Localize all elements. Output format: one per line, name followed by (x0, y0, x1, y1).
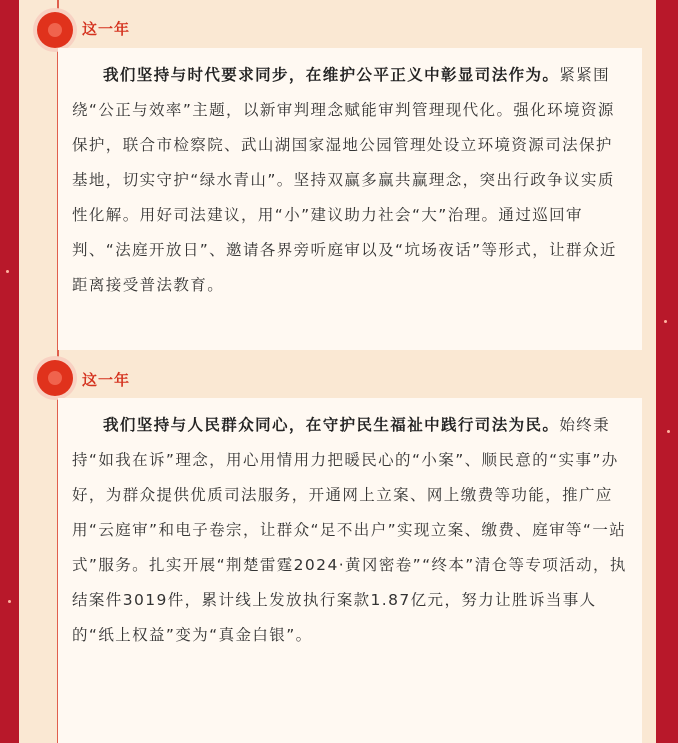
sparkle-decoration (6, 270, 9, 273)
right-frame-border (656, 0, 678, 743)
sparkle-decoration (664, 320, 667, 323)
section-year-label: 这一年 (82, 20, 131, 38)
left-frame-border (0, 0, 19, 743)
section-card (58, 398, 642, 743)
timeline-dot (37, 12, 73, 48)
section-lead: 我们坚持与人民群众同心，在守护民生福祉中践行司法为民。 (103, 416, 560, 434)
sparkle-decoration (667, 430, 670, 433)
sparkle-decoration (8, 600, 11, 603)
section-lead: 我们坚持与时代要求同步，在维护公平正义中彰显司法作为。 (103, 66, 560, 84)
section-year-label: 这一年 (82, 371, 131, 389)
section-body: 紧紧围绕“公正与效率”主题，以新审判理念赋能审判管理现代化。强化环境资源保护，联合市检察院、武山湖国家湿地公园管理处设立环境资源司法保护基地，切实守护“绿水青山”。坚持双赢多赢共赢理念，突出行政争议实质性化解。用好司法建议，用“小”建议助力社会“大”治理。通过巡回审判、“法庭开放日”、邀请各界旁听庭审以及“坑场夜话”等形式，让群众近距离接受普法教育。 (72, 66, 617, 294)
section-paragraph (72, 408, 628, 653)
timeline-dot (37, 360, 73, 396)
section-paragraph (72, 58, 628, 303)
section-card (58, 48, 642, 350)
section-body: 始终秉持“如我在诉”理念，用心用情用力把暖民心的“小案”、顺民意的“实事”办好，为群众提供优质司法服务，开通网上立案、网上缴费等功能，推广应用“云庭审”和电子卷宗，让群众“足不出户”实现立案、缴费、庭审等“一站式”服务。扎实开展“荆楚雷霆2024·黄冈密卷”“终本”清仓等专项活动，执结案件3019件，累计线上发放执行案款1.87亿元，努力让胜诉当事人的“纸上权益”变为“真金白银”。 (72, 416, 627, 644)
